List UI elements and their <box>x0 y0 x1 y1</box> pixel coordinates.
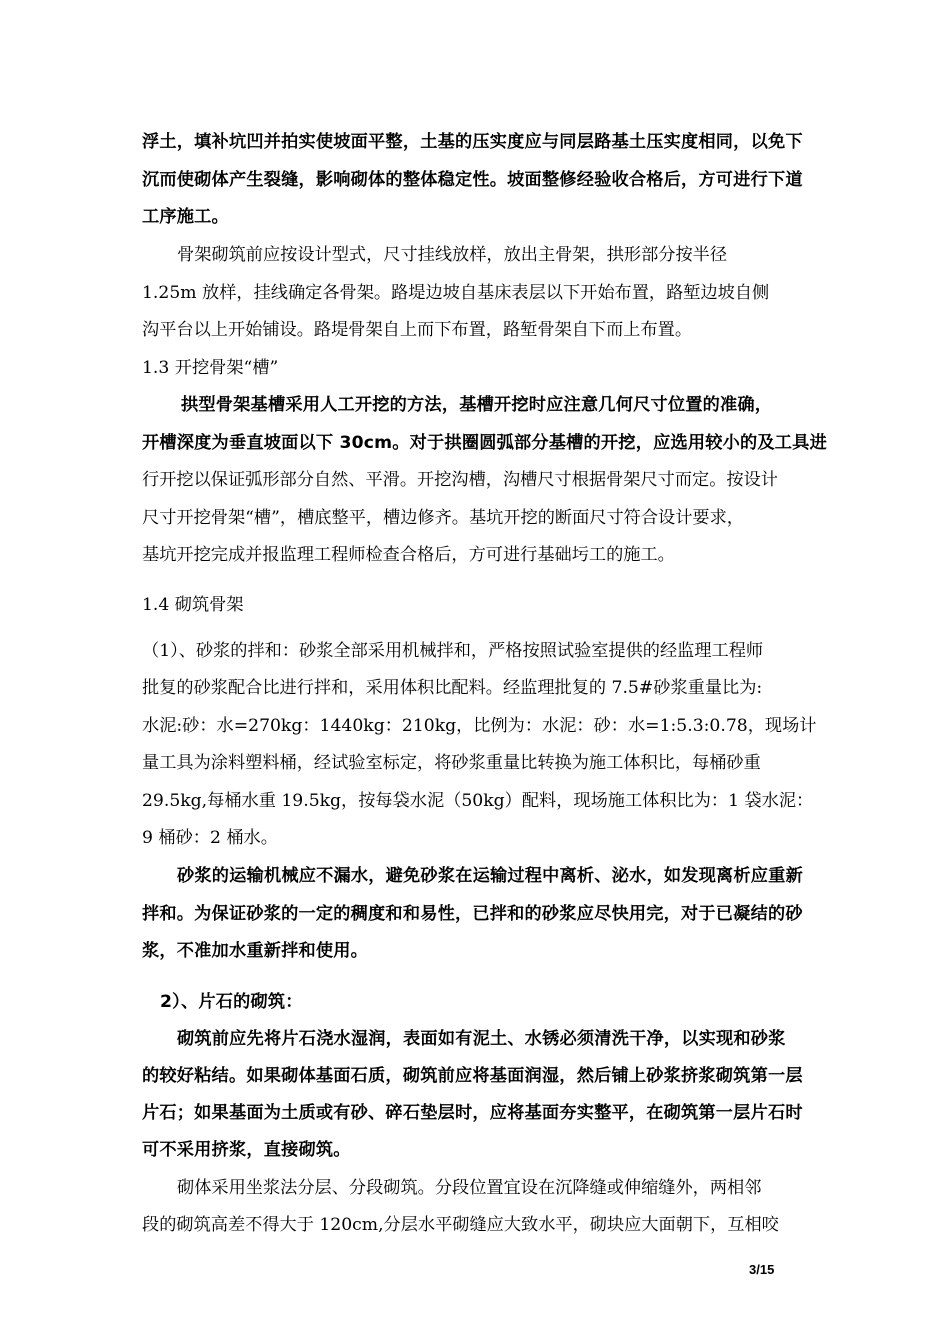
paragraph-line: 开槽深度为垂直坡面以下 30cm。对于拱圈圆弧部分基槽的开挖，应选用较小的及工具进 <box>142 433 827 453</box>
paragraph-line: 尺寸开挖骨架“槽”，槽底整平，槽边修齐。基坑开挖的断面尺寸符合设计要求， <box>142 508 744 528</box>
paragraph-line: 砌筑前应先将片石浇水湿润，表面如有泥土、水锈必须清洗干净，以实现和砂浆 <box>177 1029 786 1049</box>
paragraph-line: 可不采用挤浆，直接砌筑。 <box>142 1140 351 1160</box>
paragraph-line: 水泥:砂：水=270kg：1440kg：210kg，比例为：水泥：砂：水=1:5.3:0.78，现场计 <box>142 716 817 736</box>
paragraph-line: 9 桶砂：2 桶水。 <box>142 828 278 848</box>
paragraph-line: 沉而使砌体产生裂缝，影响砌体的整体稳定性。坡面整修经验收合格后，方可进行下道 <box>142 170 803 190</box>
paragraph-line: 29.5kg,每桶水重 19.5kg，按每袋水泥（50kg）配料，现场施工体积比为：1 袋水泥： <box>142 791 814 811</box>
paragraph-line: 段的砌筑高差不得大于 120cm,分层水平砌缝应大致水平，砌块应大面朝下，互相咬 <box>142 1215 779 1235</box>
page-number: 3/15 <box>749 1262 775 1277</box>
paragraph-line: 浮土，填补坑凹并拍实使坡面平整，土基的压实度应与同层路基土压实度相同，以免下 <box>142 132 803 152</box>
paragraph-line: 工序施工。 <box>142 207 229 227</box>
paragraph-line: 浆，不准加水重新拌和使用。 <box>142 941 369 961</box>
paragraph-line: 行开挖以保证弧形部分自然、平滑。开挖沟槽，沟槽尺寸根据骨架尺寸而定。按设计 <box>142 470 778 490</box>
paragraph-line: 沟平台以上开始铺设。路堤骨架自上而下布置，路堑骨架自下而上布置。 <box>142 320 693 340</box>
paragraph-line: 1.25m 放样，挂线确定各骨架。路堤边坡自基床表层以下开始布置，路堑边坡自侧 <box>142 283 770 303</box>
paragraph-line: 基坑开挖完成并报监理工程师检查合格后，方可进行基础圬工的施工。 <box>142 545 675 565</box>
paragraph-line: 骨架砌筑前应按设计型式，尺寸挂线放样，放出主骨架，拱形部分按半径 <box>177 245 728 265</box>
paragraph-line: 砂浆的运输机械应不漏水，避免砂浆在运输过程中离析、泌水，如发现离析应重新 <box>177 866 803 886</box>
paragraph-line: （1）、砂浆的拌和：砂浆全部采用机械拌和，严格按照试验室提供的经监理工程师 <box>142 641 764 661</box>
paragraph-line: 拌和。为保证砂浆的一定的稠度和和易性，已拌和的砂浆应尽快用完，对于已凝结的砂 <box>142 904 803 924</box>
paragraph-line: 的较好粘结。如果砌体基面石质，砌筑前应将基面润湿，然后铺上砂浆挤浆砌筑第一层 <box>142 1066 803 1086</box>
paragraph-line: 片石；如果基面为土质或有砂、碎石垫层时，应将基面夯实整平，在砌筑第一层片石时 <box>142 1103 803 1123</box>
paragraph-line: 批复的砂浆配合比进行拌和，采用体积比配料。经监理批复的 7.5#砂浆重量比为: <box>142 678 763 698</box>
paragraph-line: 砌体采用坐浆法分层、分段砌筑。分段位置宜设在沉降缝或伸缩缝外，两相邻 <box>177 1178 762 1198</box>
paragraph-line: 拱型骨架基槽采用人工开挖的方法，基槽开挖时应注意几何尺寸位置的准确， <box>181 395 773 415</box>
section-heading: 1.4 砌筑骨架 <box>142 595 244 615</box>
section-heading: 2）、片石的砌筑： <box>160 992 303 1012</box>
paragraph-line: 量工具为涂料塑料桶，经试验室标定，将砂浆重量比转换为施工体积比，每桶砂重 <box>142 753 761 773</box>
section-heading: 1.3 开挖骨架“槽” <box>142 358 279 378</box>
